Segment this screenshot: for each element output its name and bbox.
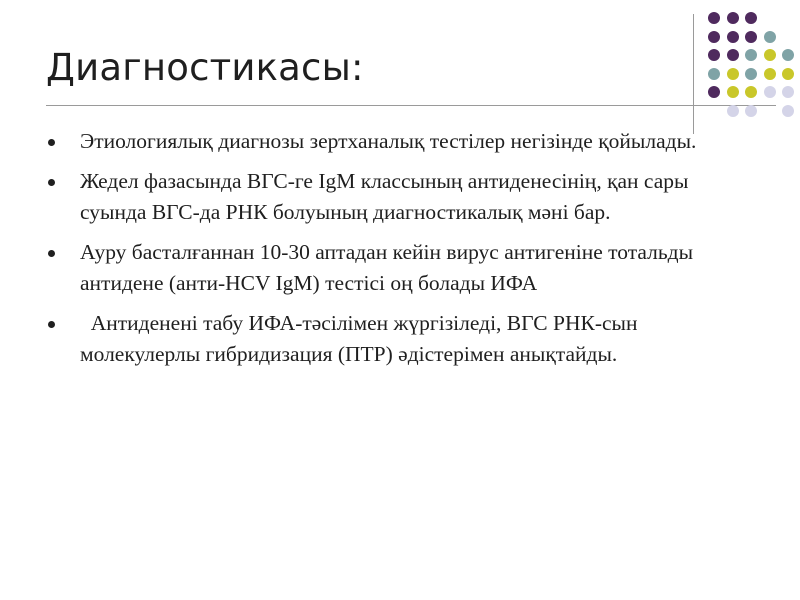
decor-dot	[764, 86, 776, 98]
decor-dot	[745, 12, 757, 24]
decor-dot	[745, 49, 757, 61]
bullet-list	[46, 126, 736, 379]
bullet-item	[46, 166, 736, 228]
decor-dot	[764, 31, 776, 43]
decor-dot	[745, 31, 757, 43]
decor-dot	[727, 68, 739, 80]
decor-dot	[727, 49, 739, 61]
decor-dot	[708, 12, 720, 24]
bullet-item	[46, 237, 736, 299]
decor-dot	[727, 12, 739, 24]
decor-dot	[745, 86, 757, 98]
decor-dot	[764, 68, 776, 80]
decor-dot	[745, 68, 757, 80]
decor-dot	[708, 49, 720, 61]
bullet-item	[46, 126, 736, 157]
bullet-text: Антиденені табу ИФА-тәсілімен жүргізіледі, ВГС РНК-сын молекулерлы гибридизация (ПТР) әдістерімен анықтайды.	[80, 311, 643, 366]
bullet-item	[46, 308, 736, 370]
decor-dot	[764, 49, 776, 61]
decor-dot	[782, 49, 794, 61]
decor-dot	[727, 86, 739, 98]
decor-dot	[782, 105, 794, 117]
slide-title: Диагностикасы:	[46, 46, 364, 89]
decor-dot	[708, 86, 720, 98]
decor-dot	[782, 86, 794, 98]
dot-grid-icon	[700, 10, 790, 130]
decor-dot	[708, 31, 720, 43]
bullet-text: Этиологиялық диагнозы зертханалық тестілер негізінде қойылады.	[80, 129, 697, 153]
decor-dot	[745, 105, 757, 117]
decor-dot	[727, 105, 739, 117]
bullet-dot-icon	[48, 250, 55, 257]
bullet-dot-icon	[48, 179, 55, 186]
bullet-text: Ауру басталғаннан 10-30 аптадан кейін вирус антигеніне тотальды антидене (анти-HCV IgM) тестісі оң болады ИФА	[80, 240, 694, 295]
decor-dot	[727, 31, 739, 43]
vertical-divider	[693, 14, 694, 134]
horizontal-divider	[46, 105, 776, 106]
decor-dot	[708, 68, 720, 80]
bullet-dot-icon	[48, 139, 55, 146]
bullet-dot-icon	[48, 321, 55, 328]
bullet-text: Жедел фазасында ВГС-ге IgM классының антиденесінің, қан сары суында ВГС-да РНК болуының диагностикалық мәні бар.	[80, 169, 689, 224]
decor-dot	[782, 68, 794, 80]
